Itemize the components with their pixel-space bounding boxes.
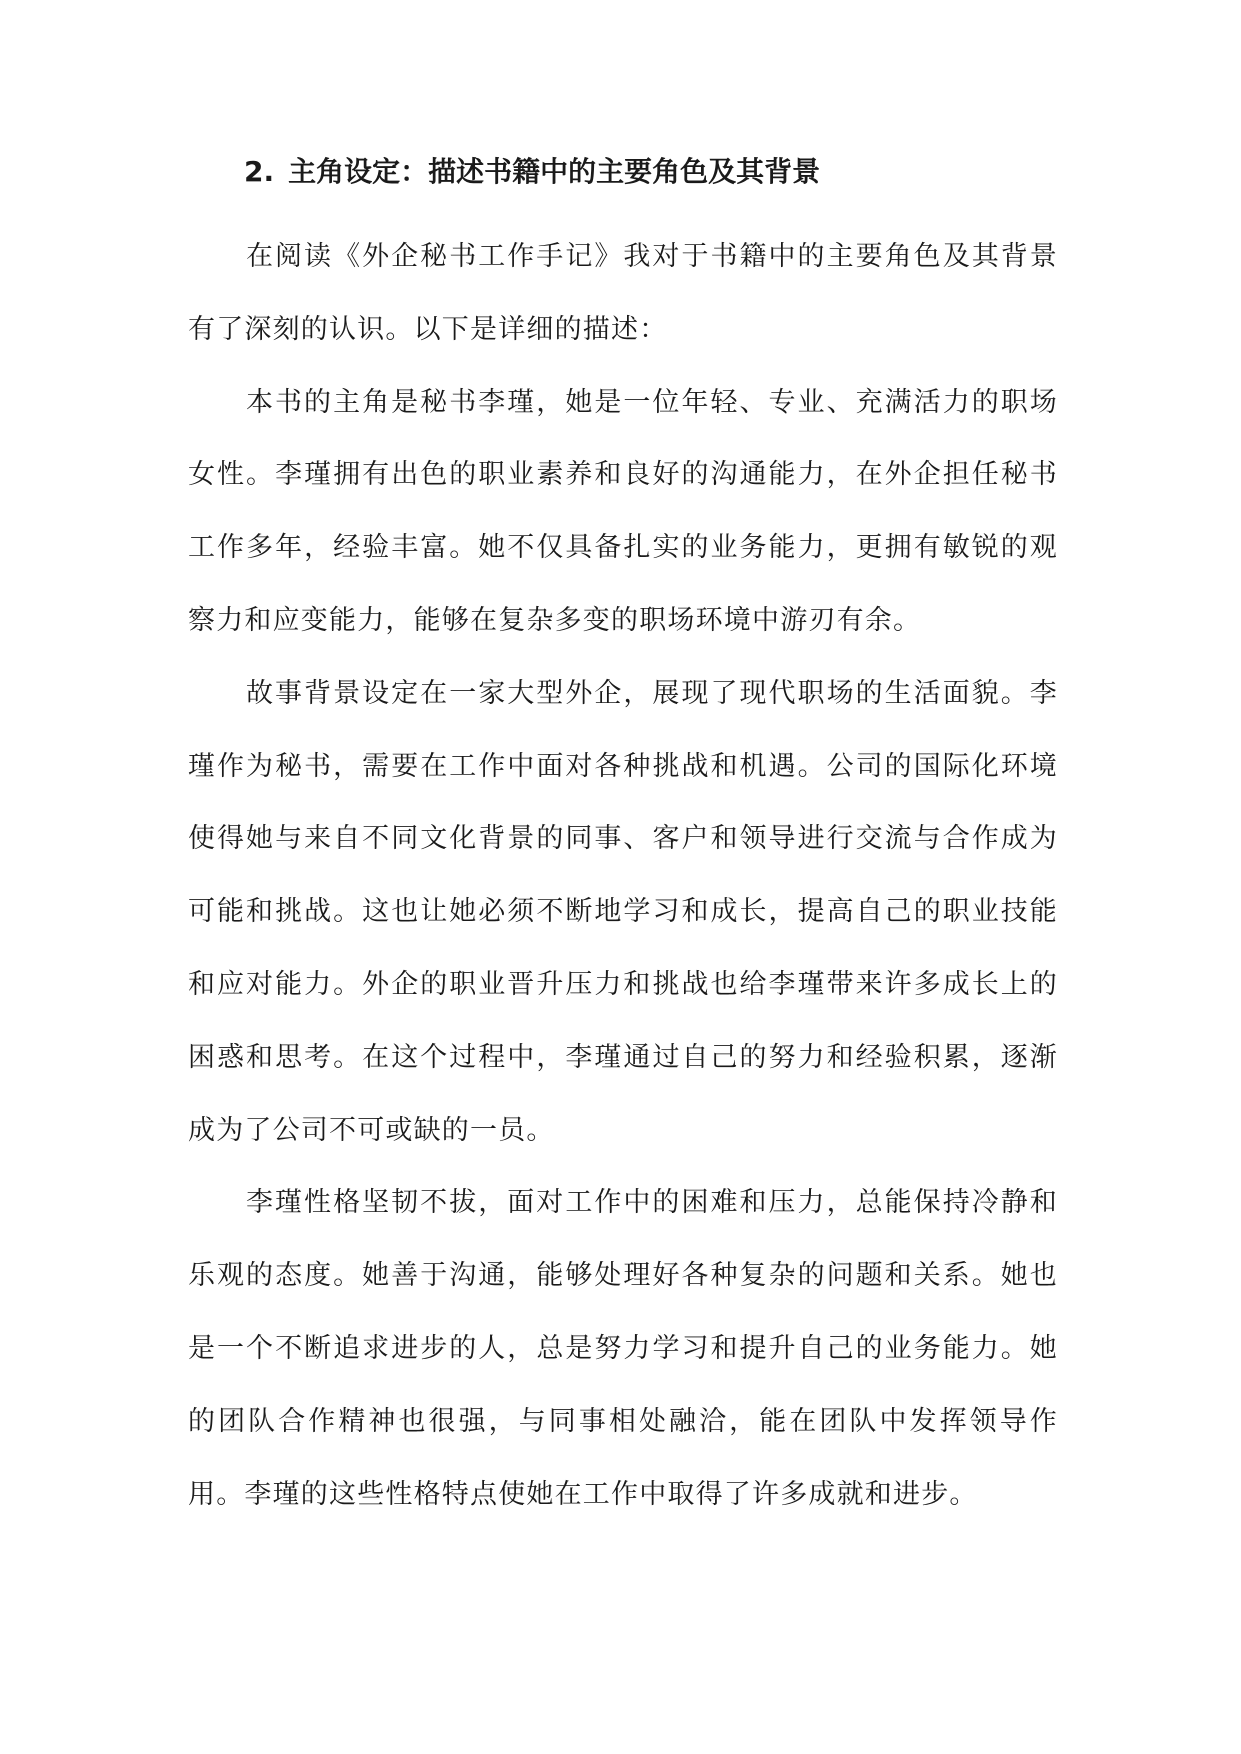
section-title: 主角设定：描述书籍中的主要角色及其背景 xyxy=(288,155,821,188)
paragraph-intro: 在阅读《外企秘书工作手记》我对于书籍中的主要角色及其背景有了深刻的认识。以下是详细的描述： xyxy=(188,241,1058,345)
section-heading xyxy=(244,150,1094,194)
section-number: 2. xyxy=(244,155,275,188)
paragraph-background: 故事背景设定在一家大型外企，展现了现代职场的生活面貌。李瑾作为秘书，需要在工作中面对各种挑战和机遇。公司的国际化环境使得她与来自不同文化背景的同事、客户和领导进行交流与合作成为可能和挑战。这也让她必须不断地学习和成长，提高自己的职业技能和应对能力。外企的职业晋升压力和挑战也给李瑾带来许多成长上的困惑和思考。在这个过程中，李瑾通过自己的努力和经验积累，逐渐成为了公司不可或缺的一员。 xyxy=(188,677,1058,1146)
body-text xyxy=(188,221,1058,1531)
paragraph-personality: 李瑾性格坚韧不拔，面对工作中的困难和压力，总能保持冷静和乐观的态度。她善于沟通，能够处理好各种复杂的问题和关系。她也是一个不断追求进步的人，总是努力学习和提升自己的业务能力。她的团队合作精神也很强，与同事相处融洽，能在团队中发挥领导作用。李瑾的这些性格特点使她在工作中取得了许多成就和进步。 xyxy=(188,1187,1058,1510)
paragraph-protagonist: 本书的主角是秘书李瑾，她是一位年轻、专业、充满活力的职场女性。李瑾拥有出色的职业素养和良好的沟通能力，在外企担任秘书工作多年，经验丰富。她不仅具备扎实的业务能力，更拥有敏锐的观察力和应变能力，能够在复杂多变的职场环境中游刃有余。 xyxy=(188,386,1058,636)
